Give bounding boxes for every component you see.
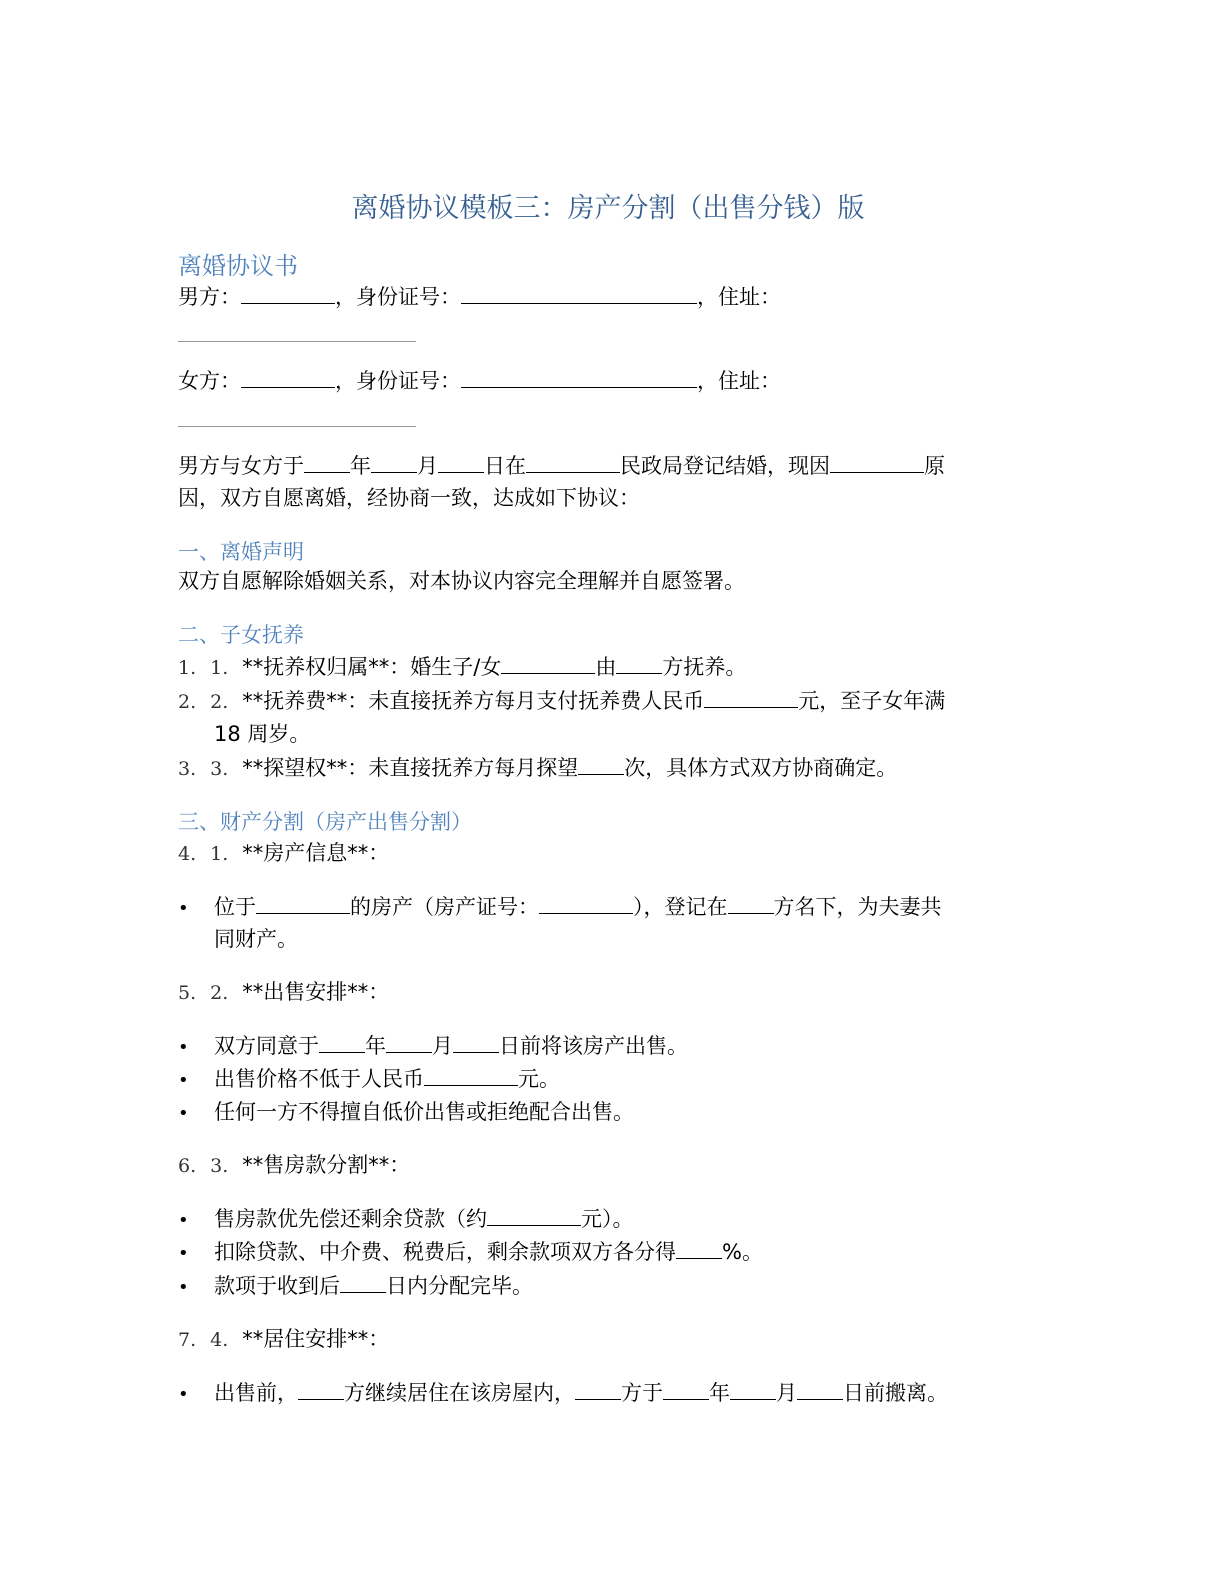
marriage-day-blank[interactable] [438, 454, 484, 473]
sale-day-blank[interactable] [453, 1034, 499, 1053]
male-name-blank[interactable] [241, 285, 335, 304]
intro-line-2: 因，双方自愿离婚，经协商一致，达成如下协议： [178, 486, 640, 510]
child-blank[interactable] [501, 655, 595, 674]
group-property-info: 4. 1. **房产信息**： [178, 841, 390, 865]
move-year-blank[interactable] [663, 1381, 709, 1400]
sale-year-blank[interactable] [319, 1034, 365, 1053]
group-sale-arrangement: 5. 2. **出售安排**： [178, 980, 390, 1004]
resident-party-blank[interactable] [298, 1381, 344, 1400]
bullet-icon: • [178, 1037, 189, 1058]
sale-month-blank[interactable] [386, 1034, 432, 1053]
bullet-icon: • [178, 1384, 189, 1405]
intro-line-1: 男方与女方于 年 月 日在 民政局登记结婚，现因 原 [178, 454, 945, 478]
marriage-year-blank[interactable] [304, 454, 350, 473]
property-location-blank[interactable] [256, 895, 350, 914]
section-2-heading: 二、子女抚养 [178, 623, 304, 647]
female-address-blank[interactable] [178, 425, 416, 427]
bullet-icon: • [178, 1210, 189, 1231]
bullet-sale-date: • 双方同意于 年 月 日前将该房产出售。 [178, 1031, 688, 1063]
bullet-distribution-days: • 款项于收到后 日内分配完毕。 [178, 1271, 533, 1303]
bullet-residence: • 出售前， 方继续居住在该房屋内， 方于 年 月 日前搬离。 [178, 1378, 948, 1410]
bullet-icon: • [178, 1070, 189, 1091]
male-address-blank[interactable] [178, 340, 416, 342]
support-amount-blank[interactable] [704, 689, 798, 708]
loan-amount-blank[interactable] [487, 1207, 581, 1226]
group-residence: 7. 4. **居住安排**： [178, 1327, 390, 1351]
bullet-split-percent: • 扣除贷款、中介费、税费后，剩余款项双方各分得 %。 [178, 1237, 763, 1269]
bullet-icon: • [178, 1277, 189, 1298]
bullet-no-unilateral: • 任何一方不得擅自低价出售或拒绝配合出售。 [178, 1097, 634, 1129]
min-price-blank[interactable] [424, 1067, 518, 1086]
moving-party-blank[interactable] [575, 1381, 621, 1400]
list-item-support-fee: 2. 2. **抚养费**：未直接抚养方每月支付抚养费人民币 元，至子女年满 [178, 689, 946, 713]
list-item-support-fee-cont: 18 周岁。 [214, 722, 311, 746]
reason-blank[interactable] [830, 454, 924, 473]
list-item-visitation: 3. 3. **探望权**：未直接抚养方每月探望 次，具体方式双方协商确定。 [178, 756, 898, 780]
section-3-heading: 三、财产分割（房产出售分割） [178, 810, 472, 834]
distribution-days-blank[interactable] [340, 1274, 386, 1293]
custody-party-blank[interactable] [616, 655, 662, 674]
male-party-line: 男方： ，身份证号： ，住址： [178, 285, 781, 309]
male-id-blank[interactable] [461, 285, 697, 304]
bullet-property-location: • 位于 的房产（房产证号： ），登记在 方名下，为夫妻共 [178, 892, 942, 924]
agreement-heading: 离婚协议书 [178, 252, 298, 280]
bullet-property-location-cont: 同财产。 [214, 927, 298, 951]
split-percent-blank[interactable] [676, 1240, 722, 1259]
female-name-blank[interactable] [241, 369, 335, 388]
document-title: 离婚协议模板三：房产分割（出售分钱）版 [351, 193, 865, 224]
visit-count-blank[interactable] [578, 756, 624, 775]
bullet-icon: • [178, 898, 189, 919]
property-cert-blank[interactable] [539, 895, 633, 914]
civil-bureau-blank[interactable] [526, 454, 620, 473]
bullet-repay-loan: • 售房款优先偿还剩余贷款（约 元）。 [178, 1204, 634, 1236]
move-day-blank[interactable] [797, 1381, 843, 1400]
section-1-text: 双方自愿解除婚姻关系，对本协议内容完全理解并自愿签署。 [178, 569, 745, 593]
section-1-heading: 一、离婚声明 [178, 540, 304, 564]
bullet-icon: • [178, 1243, 189, 1264]
registered-party-blank[interactable] [728, 895, 774, 914]
female-id-blank[interactable] [461, 369, 697, 388]
bullet-icon: • [178, 1103, 189, 1124]
list-item-custody: 1. 1. **抚养权归属**：婚生子/女 由 方抚养。 [178, 655, 747, 679]
bullet-sale-price: • 出售价格不低于人民币 元。 [178, 1064, 560, 1096]
female-party-line: 女方： ，身份证号： ，住址： [178, 369, 781, 393]
move-month-blank[interactable] [730, 1381, 776, 1400]
group-proceeds-division: 6. 3. **售房款分割**： [178, 1153, 411, 1177]
marriage-month-blank[interactable] [371, 454, 417, 473]
